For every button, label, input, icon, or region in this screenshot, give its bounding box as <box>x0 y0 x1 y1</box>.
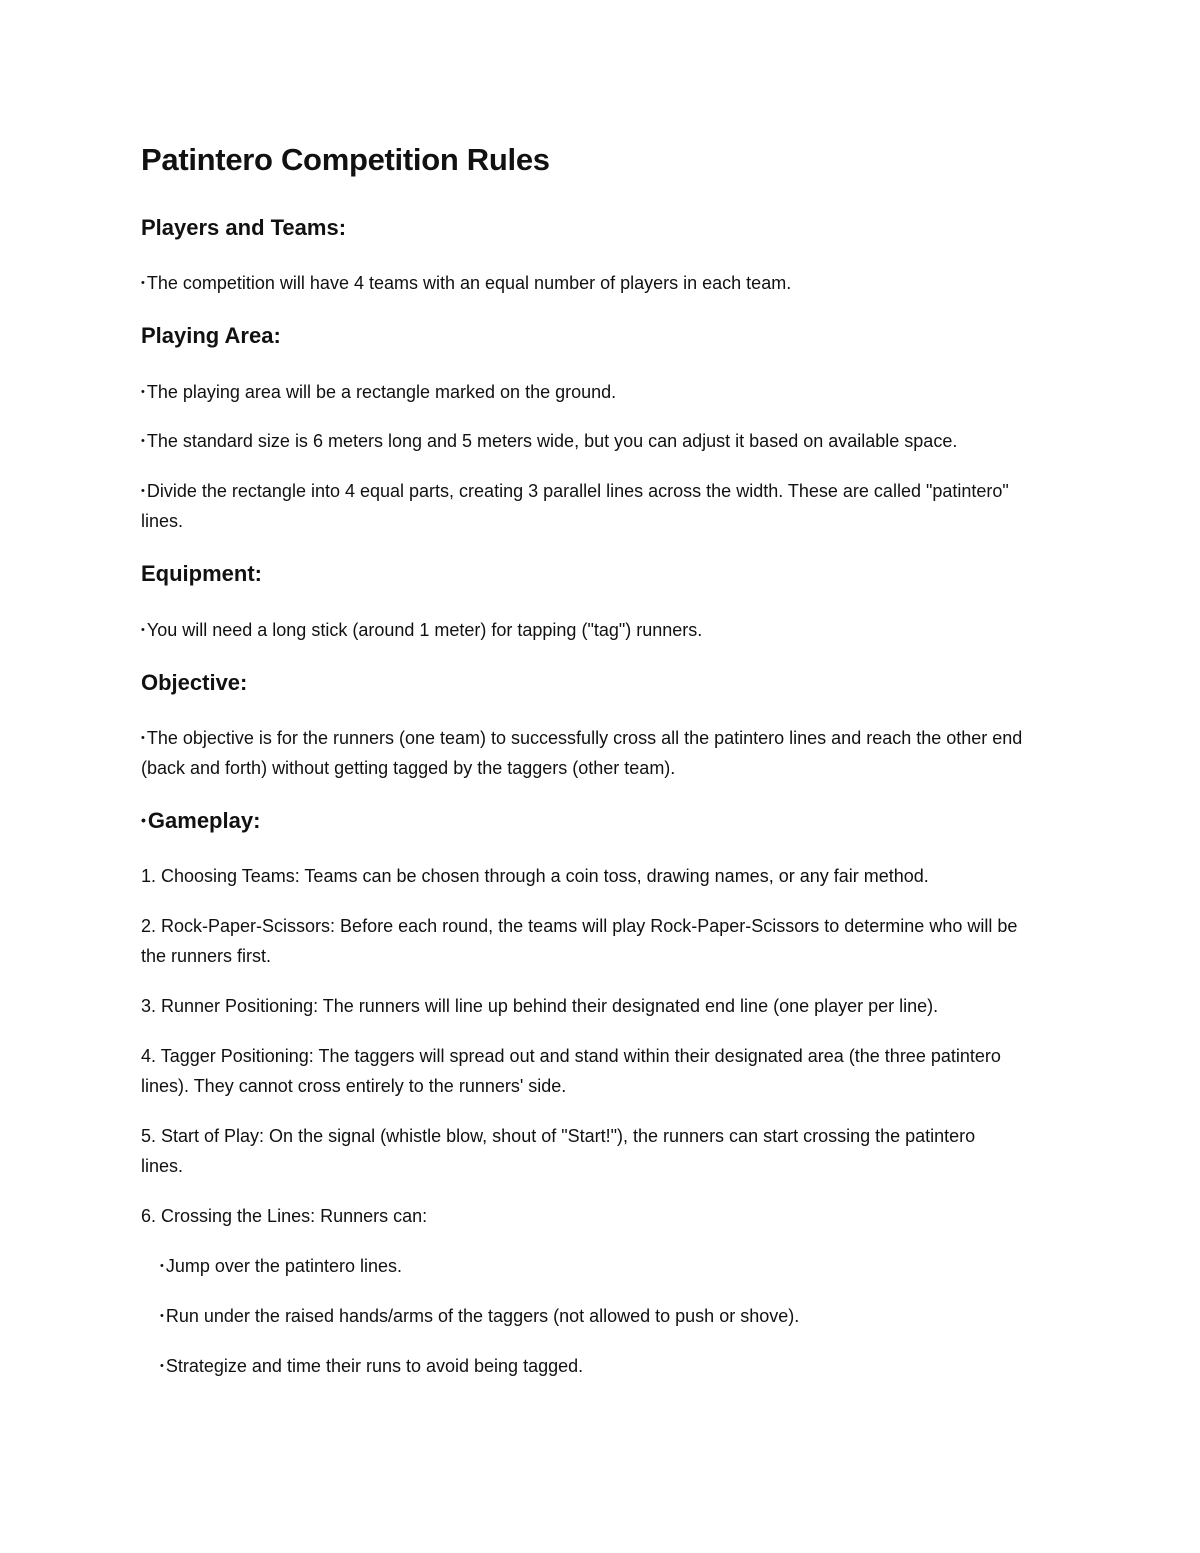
gameplay-step: 5. Start of Play: On the signal (whistle blow, shout of "Start!"), the runners can start crossing the patintero lines. <box>141 1126 976 1176</box>
bullet-item: • The competition will have 4 teams with an equal number of players in each team. <box>141 268 1041 298</box>
heading-playing-area: Playing Area: <box>141 323 281 348</box>
heading-equipment: Equipment: <box>141 561 262 586</box>
bullet-icon: • <box>160 1260 164 1272</box>
bullet-icon: • <box>141 277 145 289</box>
bullet-icon: • <box>141 485 145 497</box>
bullet-item: • Divide the rectangle into 4 equal parts, creating 3 parallel lines across the width. These are called "patintero" lines. <box>141 476 1021 536</box>
bullet-icon: • <box>141 732 145 744</box>
bullet-item: • The playing area will be a rectangle marked on the ground. <box>141 377 1041 407</box>
bullet-icon: • <box>160 1360 164 1372</box>
bullet-icon: • <box>141 435 145 447</box>
bullet-item: • You will need a long stick (around 1 meter) for tapping ("tag") runners. <box>141 615 1041 645</box>
sub-bullet-item: • Run under the raised hands/arms of the taggers (not allowed to push or shove). <box>160 1301 1060 1331</box>
bullet-item: • The objective is for the runners (one team) to successfully cross all the patintero lines and reach the other end (back and forth) without getting tagged by the taggers (other team). <box>141 723 1036 783</box>
gameplay-step: 2. Rock-Paper-Scissors: Before each round, the teams will play Rock-Paper-Scissors to determine who will be the runners first. <box>141 916 1018 966</box>
bullet-icon: • <box>141 624 145 636</box>
sub-bullet-item: • Jump over the patintero lines. <box>160 1251 1060 1281</box>
gameplay-step: 4. Tagger Positioning: The taggers will spread out and stand within their designated area (the three patintero lines). They cannot cross entirely to the runners' side. <box>141 1046 1001 1096</box>
heading-players-and-teams: Players and Teams: <box>141 215 347 240</box>
bullet-icon: • <box>141 812 146 828</box>
gameplay-step: 6. Crossing the Lines: Runners can: <box>141 1206 428 1226</box>
gameplay-step: 1. Choosing Teams: Teams can be chosen through a coin toss, drawing names, or any fair method. <box>141 866 929 886</box>
page-title: Patintero Competition Rules <box>141 142 550 177</box>
bullet-icon: • <box>141 386 145 398</box>
sub-bullet-item: • Strategize and time their runs to avoid being tagged. <box>160 1351 1060 1381</box>
heading-objective: Objective: <box>141 670 248 695</box>
bullet-item: • The standard size is 6 meters long and 5 meters wide, but you can adjust it based on available space. <box>141 426 1041 456</box>
bullet-icon: • <box>160 1310 164 1322</box>
heading-gameplay: •Gameplay: <box>141 808 261 833</box>
gameplay-step: 3. Runner Positioning: The runners will line up behind their designated end line (one player per line). <box>141 996 939 1016</box>
